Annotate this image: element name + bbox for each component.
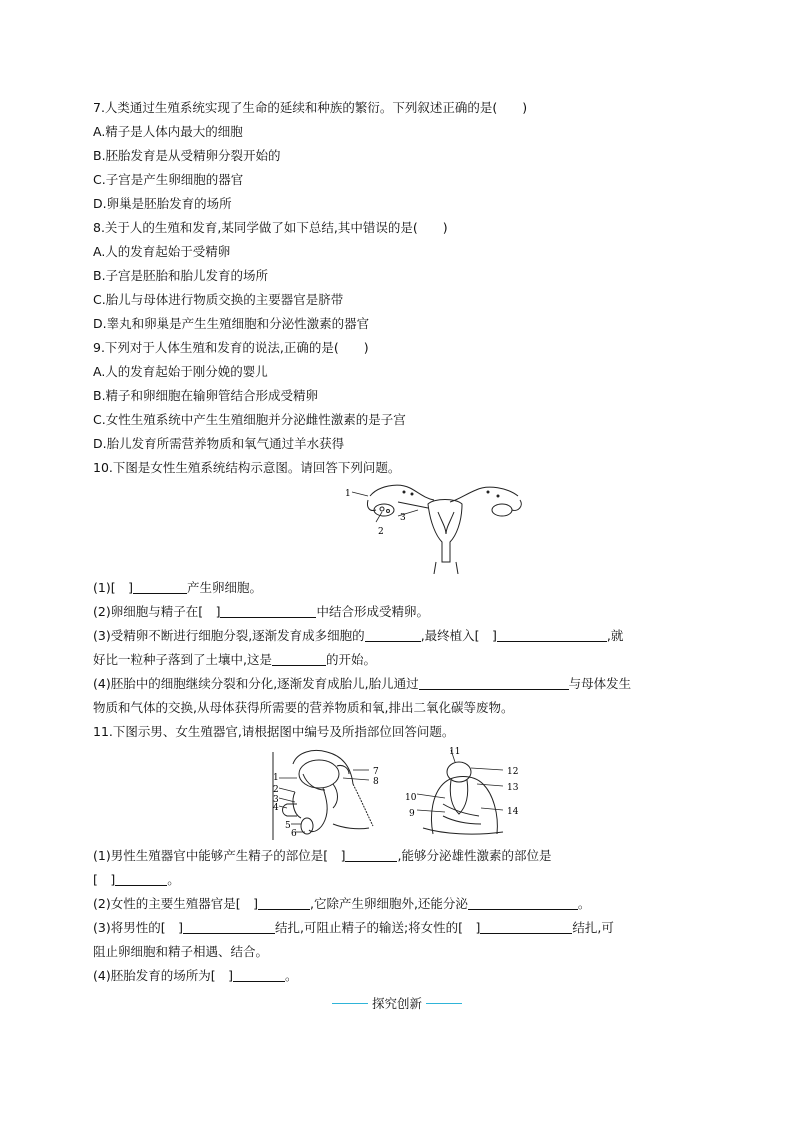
worksheet — [93, 96, 703, 988]
female-label-13: 13 — [507, 783, 519, 793]
q10-part1: (1)[ ] 产生卵细胞。 — [93, 580, 262, 595]
q10-part4-cont: 物质和气体的交换,从母体获得所需要的营养物质和氧,排出二氧化碳等废物。 — [93, 700, 514, 715]
q8-option-b: B.子宫是胚胎和胎儿发育的场所 — [93, 268, 269, 283]
q9-option-d: D.胎儿发育所需营养物质和氧气通过羊水获得 — [93, 436, 345, 451]
q10-part3: (3)受精卵不断进行细胞分裂,逐渐发育成多细胞的 ,最终植入[ ] ,就 — [93, 628, 624, 643]
answer-blank[interactable] — [419, 675, 569, 690]
male-label-5: 5 — [285, 821, 291, 831]
male-label-7: 7 — [373, 767, 379, 777]
q9-option-b: B.精子和卵细胞在输卵管结合形成受精卵 — [93, 388, 319, 403]
male-label-1: 1 — [273, 773, 279, 783]
q11-part1: (1)男性生殖器官中能够产生精子的部位是[ ] ,能够分泌雄性激素的部位是 — [93, 848, 552, 863]
q11-part1-cont: [ ] 。 — [93, 872, 180, 887]
female-label-1: 1 — [345, 489, 351, 499]
reproductive-organs-diagram — [93, 744, 703, 844]
q8-option-c: C.胎儿与母体进行物质交换的主要器官是脐带 — [93, 292, 344, 307]
male-label-2: 2 — [273, 785, 279, 795]
female-label-12: 12 — [507, 767, 519, 777]
male-label-6: 6 — [291, 829, 297, 839]
answer-blank[interactable] — [183, 919, 275, 934]
q10-part4: (4)胚胎中的细胞继续分裂和分化,逐渐发育成胎儿,胎儿通过 与母体发生 — [93, 676, 632, 691]
female-label-11: 11 — [449, 747, 461, 757]
female-label-14: 14 — [507, 807, 519, 817]
q7-option-b: B.胚胎发育是从受精卵分裂开始的 — [93, 148, 281, 163]
male-label-8: 8 — [373, 777, 379, 787]
female-reproductive-diagram — [93, 482, 703, 574]
answer-blank[interactable] — [468, 895, 578, 910]
q9-option-c: C.女性生殖系统中产生生殖细胞并分泌雌性激素的是子宫 — [93, 412, 406, 427]
q11-part3: (3)将男性的[ ] 结扎,可阻止精子的输送;将女性的[ ] 结扎,可 — [93, 920, 614, 935]
male-label-4: 4 — [273, 803, 279, 813]
answer-blank[interactable] — [365, 627, 421, 642]
answer-blank[interactable] — [345, 847, 397, 862]
footer-rule-right — [426, 1003, 462, 1004]
answer-blank[interactable] — [497, 627, 607, 642]
male-label-3: 3 — [273, 795, 279, 805]
section-footer — [0, 994, 794, 1012]
female-label-9: 9 — [409, 809, 415, 819]
q8-stem: 8.关于人的生殖和发育,某同学做了如下总结,其中错误的是( ) — [93, 220, 448, 235]
q9-stem: 9.下列对于人体生殖和发育的说法,正确的是( ) — [93, 340, 369, 355]
section-title: 探究创新 — [371, 996, 422, 1011]
q8-option-d: D.睾丸和卵巢是产生生殖细胞和分泌性激素的器官 — [93, 316, 370, 331]
q11-stem: 11.下图示男、女生殖器官,请根据图中编号及所指部位回答问题。 — [93, 724, 455, 739]
q7-option-d: D.卵巢是胚胎发育的场所 — [93, 196, 232, 211]
answer-blank[interactable] — [115, 871, 167, 886]
answer-blank[interactable] — [258, 895, 310, 910]
q7-option-c: C.子宫是产生卵细胞的器官 — [93, 172, 244, 187]
q9-option-a: A.人的发育起始于刚分娩的婴儿 — [93, 364, 268, 379]
q7-option-a: A.精子是人体内最大的细胞 — [93, 124, 243, 139]
q11-part3-cont: 阻止卵细胞和精子相遇、结合。 — [93, 944, 269, 959]
answer-blank[interactable] — [272, 651, 326, 666]
q7-stem: 7.人类通过生殖系统实现了生命的延续和种族的繁衍。下列叙述正确的是( ) — [93, 100, 528, 115]
answer-blank[interactable] — [233, 967, 285, 982]
q11-part2: (2)女性的主要生殖器官是[ ] ,它除产生卵细胞外,还能分泌 。 — [93, 896, 591, 911]
q11-part4: (4)胚胎发育的场所为[ ] 。 — [93, 968, 298, 983]
female-label-10: 10 — [405, 793, 417, 803]
q10-part3-cont: 好比一粒种子落到了土壤中,这是 的开始。 — [93, 652, 376, 667]
q10-stem: 10.下图是女性生殖系统结构示意图。请回答下列问题。 — [93, 460, 401, 475]
q10-part2: (2)卵细胞与精子在[ ] 中结合形成受精卵。 — [93, 604, 429, 619]
q8-option-a: A.人的发育起始于受精卵 — [93, 244, 231, 259]
female-label-3: 3 — [400, 513, 406, 523]
answer-blank[interactable] — [480, 919, 572, 934]
answer-blank[interactable] — [133, 579, 187, 594]
female-label-2: 2 — [378, 527, 384, 537]
answer-blank[interactable] — [220, 603, 316, 618]
footer-rule-left — [332, 1003, 368, 1004]
